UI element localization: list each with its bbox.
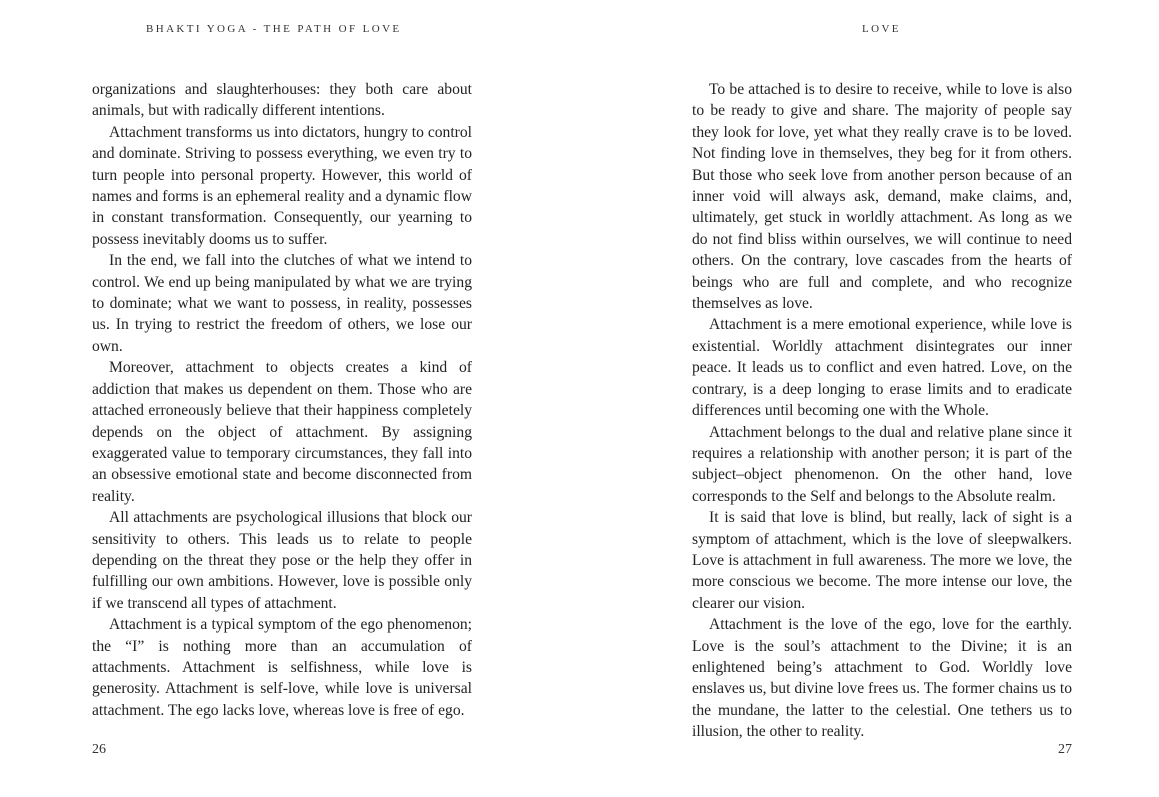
- paragraph: organizations and slaughterhouses: they both care about animals, but with radically different intentions.: [92, 81, 472, 120]
- left-page-body: [92, 79, 472, 721]
- paragraph: To be attached is to desire to receive, while to love is also to be ready to give and share. The majority of people say they look for love, yet what they really crave is to be loved. Not finding love in themselves, they beg for it from others. But those who seek love from another person because of an inner void will always ask, demand, make claims, and, ultimately, get stuck in worldly attachment. As long as we do not find bliss within ourselves, we will continue to need others. On the contrary, love cascades from the hearts of beings who are full and complete, and who recognize themselves as love.: [692, 81, 1072, 313]
- right-page: [580, 0, 1159, 797]
- paragraph: Attachment transforms us into dictators, hungry to control and dominate. Striving to possess everything, we even try to turn people into personal property. However, this world of names and forms is an ephemeral reality and a dynamic flow in constant transformation. Consequently, our yearning to possess inevitably dooms us to suffer.: [92, 123, 472, 248]
- paragraph: All attachments are psychological illusions that block our sensitivity to others. This leads us to relate to people depending on the threat they pose or the help they offer in fulfilling our own ambitions. However, love is possible only if we transcend all types of attachment.: [92, 509, 472, 612]
- page-number-right: 27: [1058, 742, 1072, 757]
- paragraph: Attachment is the love of the ego, love for the earthly. Love is the soul’s attachment to the Divine; it is an enlightened being’s attachment to God. Worldly love enslaves us, but divine love frees us. The former chains us to the mundane, the latter to the celestial. One tethers us to illusion, the other to reality.: [692, 616, 1072, 741]
- paragraph: In the end, we fall into the clutches of what we intend to control. We end up being manipulated by what we are trying to dominate; what we want to possess, in reality, possesses us. In trying to restrict the freedom of others, we lose our own.: [92, 252, 472, 355]
- right-page-body: [692, 79, 1072, 743]
- paragraph: Attachment belongs to the dual and relative plane since it requires a relationship with another person; it is part of the subject–object phenomenon. On the other hand, love corresponds to the Self and belongs to the Absolute realm.: [692, 423, 1072, 505]
- paragraph: Moreover, attachment to objects creates a kind of addiction that makes us dependent on them. Those who are attached erroneously believe that their happiness completely depends on the object of attachment. By assigning exaggerated value to temporary circumstances, they fall into an obsessive emotional state and become disconnected from reality.: [92, 359, 472, 505]
- paragraph: Attachment is a typical symptom of the ego phenomenon; the “I” is nothing more than an accumulation of attachments. Attachment is selfishness, while love is generosity. Attachment is self-love, while love is universal attachment. The ego lacks love, whereas love is free of ego.: [92, 616, 472, 719]
- paragraph: Attachment is a mere emotional experience, while love is existential. Worldly attachment disintegrates our inner peace. It leads us to conflict and even hatred. Love, on the contrary, is a deep longing to erase limits and to eradicate differences until becoming one with the Whole.: [692, 316, 1072, 420]
- running-head-right: LOVE: [862, 23, 901, 35]
- page-number-left: 26: [92, 742, 106, 757]
- paragraph: It is said that love is blind, but really, lack of sight is a symptom of attachment, which is the love of sleepwalkers. Love is attachment in full awareness. The more we love, the more conscious we become. The more intense our love, the clearer our vision.: [692, 509, 1072, 612]
- running-head-left: BHAKTI YOGA - THE PATH OF LOVE: [146, 23, 402, 35]
